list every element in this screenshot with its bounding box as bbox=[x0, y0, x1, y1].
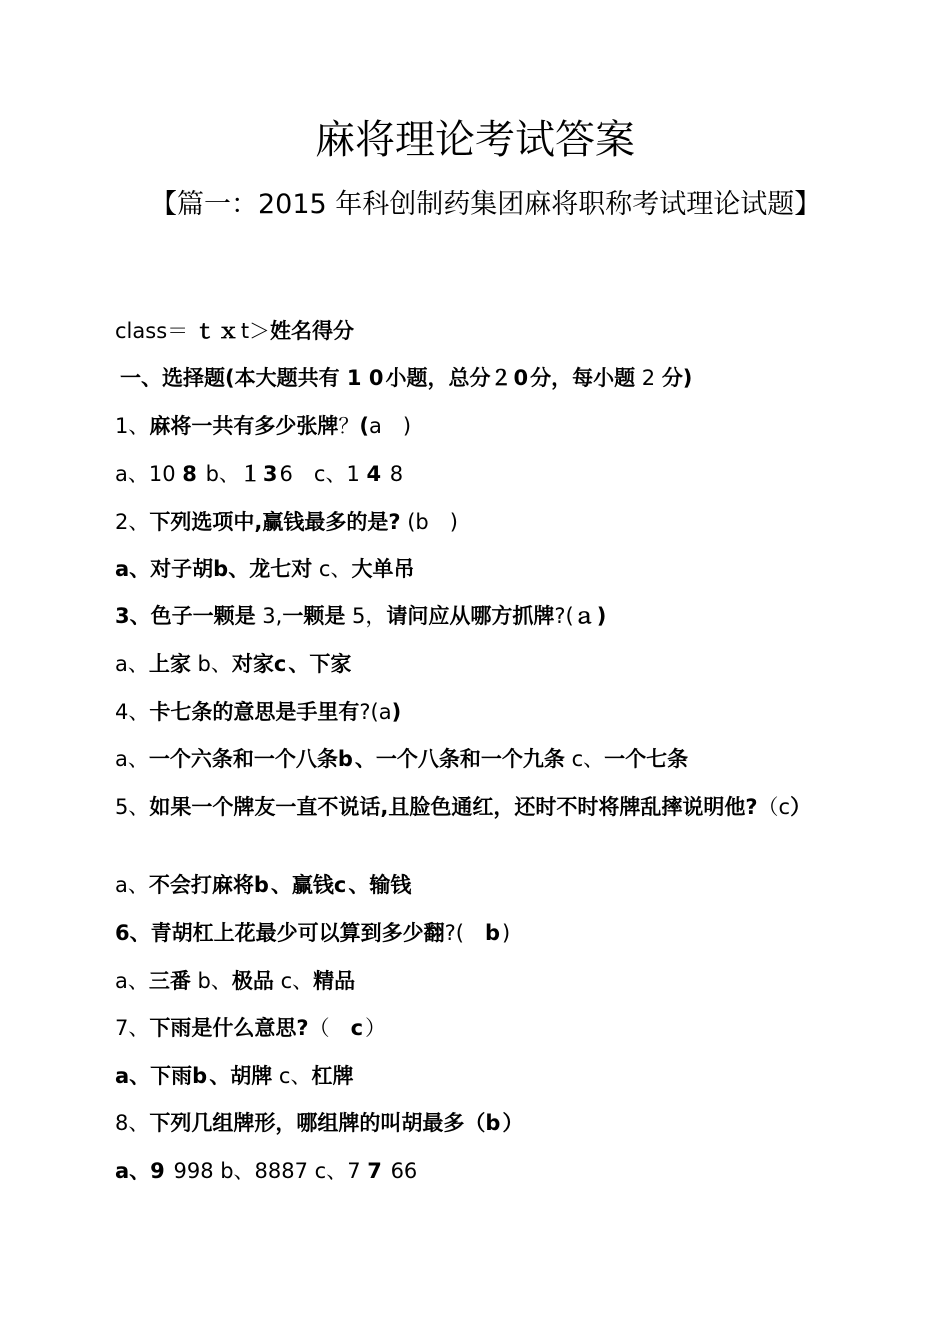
text-segment: 0 bbox=[368, 366, 386, 390]
text-segment: a、 bbox=[115, 747, 149, 771]
text-segment: c bbox=[333, 873, 349, 897]
options-line bbox=[115, 459, 950, 489]
text-segment: 6 bbox=[115, 921, 130, 945]
text-segment: b、 bbox=[198, 462, 240, 486]
text-segment: (b ) bbox=[400, 510, 458, 534]
text-segment: 2、 bbox=[115, 510, 150, 534]
text-segment: 4 bbox=[366, 462, 384, 486]
text-segment: 、下雨 bbox=[129, 1064, 193, 1088]
text-segment: ｔｘ bbox=[194, 319, 241, 343]
text-segment: c、 bbox=[273, 969, 314, 993]
text-segment: 5、 bbox=[115, 795, 150, 819]
text-segment: ) bbox=[391, 700, 402, 724]
text-segment: b bbox=[485, 1111, 503, 1135]
text-segment: 下雨是什么意思? bbox=[149, 1016, 309, 1040]
text-segment: ？ bbox=[338, 414, 360, 438]
text-segment: 分) bbox=[661, 366, 693, 390]
text-segment: c、 bbox=[272, 1064, 312, 1088]
question-line bbox=[115, 918, 950, 948]
text-segment: c bbox=[350, 1016, 366, 1040]
text-segment: 、一个八条和一个九条 bbox=[354, 747, 565, 771]
text-segment: ２0 bbox=[490, 366, 531, 390]
options-line bbox=[115, 966, 950, 996]
text-segment: 、赢钱 bbox=[270, 873, 334, 897]
text-segment: 8 bbox=[182, 462, 199, 486]
text-segment: c、 bbox=[312, 557, 352, 581]
text-segment: ( bbox=[359, 414, 369, 438]
text-segment: 一、选择题(本大题共有 1 bbox=[120, 366, 369, 390]
question-line bbox=[115, 1013, 950, 1043]
text-segment: 8、 bbox=[115, 1111, 150, 1135]
text-segment: 麻将一共有多少张牌 bbox=[149, 414, 339, 438]
options-line bbox=[115, 870, 950, 900]
text-segment: c、 bbox=[564, 747, 605, 771]
text-segment: 请问应从哪方抓牌 bbox=[386, 604, 555, 628]
text-segment: 杠牌 bbox=[311, 1064, 354, 1088]
text-segment: a ) bbox=[368, 414, 412, 438]
text-segment: １3 bbox=[239, 462, 280, 486]
text-segment: 姓名得分 bbox=[270, 319, 355, 343]
text-segment: b bbox=[484, 921, 503, 945]
text-segment: 不会打麻将 bbox=[148, 873, 254, 897]
question-line bbox=[115, 601, 950, 631]
section-heading bbox=[120, 363, 950, 393]
text-segment: 三番 bbox=[148, 969, 191, 993]
text-segment: 对家 bbox=[231, 652, 274, 676]
text-segment: 3 bbox=[115, 604, 130, 628]
text-segment: b bbox=[192, 1064, 210, 1088]
text-segment: 极品 bbox=[231, 969, 274, 993]
text-segment: 4、 bbox=[115, 700, 150, 724]
text-segment: ?( bbox=[554, 604, 574, 628]
text-segment: 、胡牌 bbox=[209, 1064, 273, 1088]
text-segment: ） bbox=[502, 1111, 524, 1135]
text-segment: （c bbox=[757, 795, 791, 819]
text-segment: 998 b、8887 c、7 bbox=[166, 1159, 368, 1183]
text-segment: 、色子一颗是 bbox=[129, 604, 256, 628]
text-segment: class＝ bbox=[115, 319, 195, 343]
text-segment: ) bbox=[502, 921, 511, 945]
text-segment: ?(a bbox=[359, 700, 392, 724]
text-segment: a bbox=[115, 557, 130, 581]
text-segment: 66 bbox=[383, 1159, 418, 1183]
text-segment: 2 bbox=[635, 366, 662, 390]
text-segment: 、对子胡 bbox=[129, 557, 214, 581]
options-line bbox=[115, 744, 950, 774]
text-segment: 一颗是 bbox=[282, 604, 346, 628]
text-segment: ａ bbox=[573, 604, 597, 628]
page-title: 麻将理论考试答案 bbox=[315, 117, 635, 163]
text-segment: 大单吊 bbox=[351, 557, 415, 581]
text-segment: a、 bbox=[115, 652, 149, 676]
question-line bbox=[115, 697, 950, 727]
text-segment: 下列几组牌形，哪组牌的叫胡最多 bbox=[149, 1111, 465, 1135]
options-line bbox=[115, 1156, 950, 1186]
text-segment: a bbox=[115, 1159, 130, 1183]
text-segment: b bbox=[253, 873, 271, 897]
text-segment: （ bbox=[464, 1111, 486, 1135]
page-subtitle: 【篇一：2015 年科创制药集团麻将职称考试理论试题】 bbox=[150, 189, 822, 220]
text-segment: a bbox=[115, 1064, 130, 1088]
text-segment: 7 bbox=[367, 1159, 384, 1183]
question-line bbox=[115, 792, 815, 822]
text-segment: b bbox=[213, 557, 229, 581]
text-segment: 5， bbox=[345, 604, 387, 628]
text-segment: ?( bbox=[444, 921, 485, 945]
options-line bbox=[115, 649, 950, 679]
text-segment: 6 c、1 bbox=[279, 462, 367, 486]
text-segment: 如果一个牌友一直不说话,且脸色通红，还时不时将牌乱摔说明他? bbox=[149, 795, 758, 819]
question-line bbox=[115, 507, 950, 537]
text-segment: 小题，总分 bbox=[385, 366, 491, 390]
text-segment: ） bbox=[790, 795, 812, 819]
text-segment: 8 bbox=[383, 462, 404, 486]
text-segment: a、10 bbox=[115, 462, 183, 486]
text-segment: 、青胡杠上花最少可以算到多少翻 bbox=[129, 921, 445, 945]
text-segment: 7、 bbox=[115, 1016, 150, 1040]
text-segment: ） bbox=[365, 1016, 387, 1040]
text-segment: 3, bbox=[255, 604, 283, 628]
text-segment: 1、 bbox=[115, 414, 150, 438]
question-line bbox=[115, 1108, 950, 1138]
text-segment: 卡七条的意思是手里有 bbox=[149, 700, 360, 724]
question-line bbox=[115, 411, 950, 441]
text-segment: 一个七条 bbox=[604, 747, 689, 771]
text-segment: a、 bbox=[115, 969, 149, 993]
text-segment: 、输钱 bbox=[348, 873, 412, 897]
options-line bbox=[115, 1061, 950, 1091]
text-segment: b、 bbox=[190, 652, 232, 676]
text-segment: 上家 bbox=[148, 652, 191, 676]
text-segment: b bbox=[337, 747, 355, 771]
options-line bbox=[115, 554, 950, 584]
text-segment: 分，每小题 bbox=[530, 366, 636, 390]
text-segment: c bbox=[273, 652, 289, 676]
text-segment: ) bbox=[596, 604, 607, 628]
text-segment: 一个六条和一个八条 bbox=[148, 747, 338, 771]
text-segment: 、 bbox=[129, 1159, 151, 1183]
text-segment: b、 bbox=[190, 969, 232, 993]
text-segment: 9 bbox=[150, 1159, 167, 1183]
text-segment: a、 bbox=[115, 873, 149, 897]
text-segment: 、下家 bbox=[288, 652, 352, 676]
text-segment: 、龙七对 bbox=[228, 557, 313, 581]
text-segment: （ bbox=[308, 1016, 351, 1040]
text-segment: t＞ bbox=[240, 319, 271, 343]
text-segment: 下列选项中,赢钱最多的是? bbox=[149, 510, 401, 534]
text-segment: 精品 bbox=[313, 969, 356, 993]
header-line bbox=[115, 316, 950, 346]
